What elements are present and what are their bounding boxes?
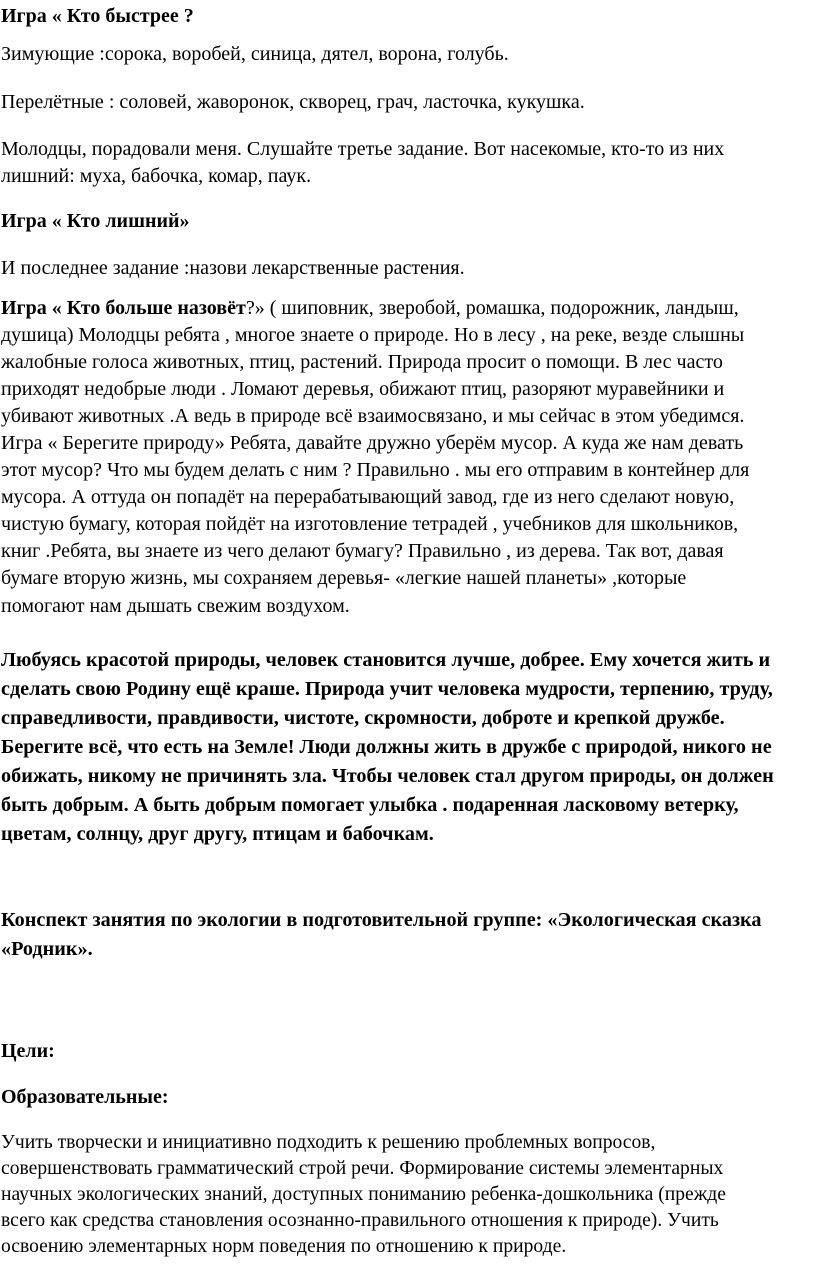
main-paragraph-line: жалобные голоса животных, птиц, растений. Природа просит о помощи. В лес часто [1, 351, 723, 373]
game3-line [1, 296, 739, 320]
summary-title-line-2: «Родник». [1, 938, 93, 960]
educational-text-line: всего как средства становления осознанно-правильного отношения к природе). Учить [1, 1210, 719, 1231]
main-paragraph-line: чистую бумагу, которая пойдёт на изготовление тетрадей , учебников для школьников, [1, 513, 739, 535]
bold-paragraph-line: Берегите всё, что есть на Земле! Люди должны жить в дружбе с природой, никого не [1, 736, 772, 758]
insects-task-line-2: лишний: муха, бабочка, комар, паук. [1, 165, 312, 187]
main-paragraph-line: убивают животных .А ведь в природе всё взаимосвязано, и мы сейчас в этом убедимся. [1, 405, 745, 427]
educational-text-line: научных экологических знаний, доступных пониманию ребенка-дошкольника (прежде [1, 1184, 726, 1205]
summary-title-line-1: Конспект занятия по экологии в подготовительной группе: «Экологическая сказка [1, 909, 762, 931]
main-paragraph-line: мусора. А оттуда он попадёт на перерабатывающий завод, где из него сделают новую, [1, 486, 735, 508]
main-paragraph-line: Игра « Берегите природу» Ребята, давайте дружно уберём мусор. А куда же нам девать [1, 432, 744, 454]
bold-paragraph-line: Любуясь красотой природы, человек становится лучше, добрее. Ему хочется жить и [1, 649, 771, 671]
educational-text-line: освоению элементарных норм поведения по отношению к природе. [1, 1236, 567, 1257]
educational-text-line: Учить творчески и инициативно подходить к решению проблемных вопросов, [1, 1132, 656, 1153]
goals-heading: Цели: [1, 1040, 55, 1062]
migratory-birds-line: Перелётные : соловей, жаворонок, скворец, грач, ласточка, кукушка. [1, 91, 585, 113]
bold-paragraph-line: цветам, солнцу, друг другу, птицам и бабочкам. [1, 823, 434, 845]
bold-paragraph-line: обижать, никому не причинять зла. Чтобы человек стал другом природы, он должен [1, 765, 774, 787]
main-paragraph-line: этот мусор? Что мы будем делать с ним ? Правильно . мы его отправим в контейнер для [1, 459, 750, 481]
game3-list-start: ?» ( шиповник, зверобой, ромашка, подорожник, ландыш, [245, 297, 739, 319]
main-paragraph-line: помогают нам дышать свежим воздухом. [1, 595, 350, 617]
wintering-birds-line: Зимующие :сорока, воробей, синица, дятел, ворона, голубь. [1, 43, 509, 65]
main-paragraph-line: бумаге вторую жизнь, мы сохраняем деревья- «легкие нашей планеты» ,которые [1, 567, 687, 589]
educational-heading: Образовательные: [1, 1086, 169, 1108]
bold-paragraph-line: быть добрым. А быть добрым помогает улыбка . подаренная ласковому ветерку, [1, 794, 739, 816]
game1-title: Игра « Кто быстрее ? [1, 5, 194, 27]
bold-paragraph-line: справедливости, правдивости, чистоте, скромности, доброте и крепкой дружбе. [1, 707, 725, 729]
bold-paragraph-line: сделать свою Родину ещё краше. Природа учит человека мудрости, терпению, труду, [1, 678, 773, 700]
game3-title: Игра « Кто больше назовёт [1, 297, 246, 319]
game2-title: Игра « Кто лишний» [1, 210, 190, 232]
main-paragraph-line: душица) Молодцы ребята , многое знаете о природе. Но в лесу , на реке, везде слышны [1, 324, 745, 346]
last-task-line: И последнее задание :назови лекарственные растения. [1, 257, 465, 279]
insects-task-line-1: Молодцы, порадовали меня. Слушайте третье задание. Вот насекомые, кто-то из них [1, 138, 725, 160]
main-paragraph-line: книг .Ребята, вы знаете из чего делают бумагу? Правильно , из дерева. Так вот, давая [1, 540, 724, 562]
educational-text-line: совершенствовать грамматический строй речи. Формирование системы элементарных [1, 1158, 724, 1179]
main-paragraph-line: приходят недобрые люди . Ломают деревья, обижают птиц, разоряют муравейники и [1, 378, 725, 400]
